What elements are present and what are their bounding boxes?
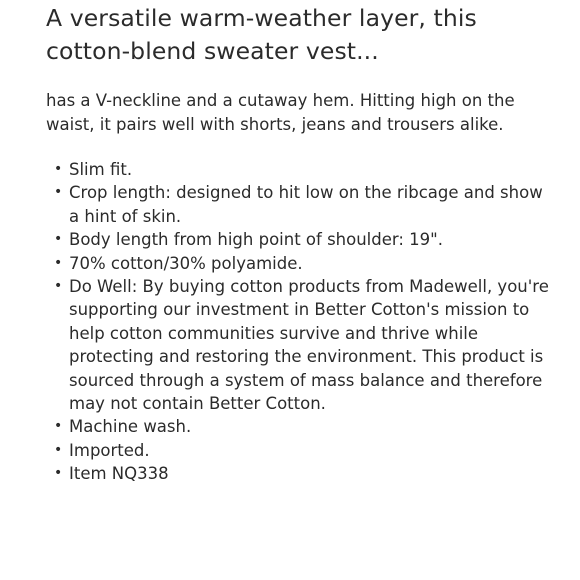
description-intro: has a V-neckline and a cutaway hem. Hitting high on the waist, it pairs well with shorts, jeans and trousers alike.: [46, 91, 515, 134]
bullet-icon: •: [54, 254, 63, 271]
bullet-icon: •: [54, 418, 63, 435]
list-item: [54, 158, 550, 181]
list-item-text: 70% cotton/30% polyamide.: [69, 253, 303, 273]
list-item-text: Do Well: By buying cotton products from Madewell, you're supporting our investment in Better Cotton's mission to help cotton communities survive and thrive while protecting and restoring the environment. This product is sourced through a system of mass balance and therefore may not contain Better Cotton.: [69, 277, 549, 414]
bullet-icon: •: [54, 184, 63, 201]
list-item: [54, 228, 550, 251]
bullet-icon: •: [54, 161, 63, 177]
list-item-text: Imported.: [69, 440, 150, 460]
list-item-text: Body length from high point of shoulder: 19".: [69, 230, 444, 250]
list-item: [54, 252, 550, 275]
details-list: [54, 158, 550, 486]
bullet-icon: •: [54, 278, 63, 295]
description-headline: A versatile warm-weather layer, this cotton-blend sweater vest...: [46, 4, 477, 65]
bullet-icon: •: [54, 441, 63, 458]
list-item: [54, 439, 550, 462]
list-item-text: Crop length: designed to hit low on the ribcage and show a hint of skin.: [69, 183, 543, 226]
list-item: [54, 181, 550, 228]
list-item: [54, 462, 550, 485]
bullet-icon: •: [54, 231, 63, 248]
list-item-text: Machine wash.: [69, 417, 192, 437]
list-item-text: Item NQ338: [69, 464, 169, 484]
bullet-icon: •: [54, 465, 63, 482]
list-item: [54, 275, 550, 415]
list-item: [54, 415, 550, 438]
list-item-text: Slim fit.: [69, 160, 133, 179]
